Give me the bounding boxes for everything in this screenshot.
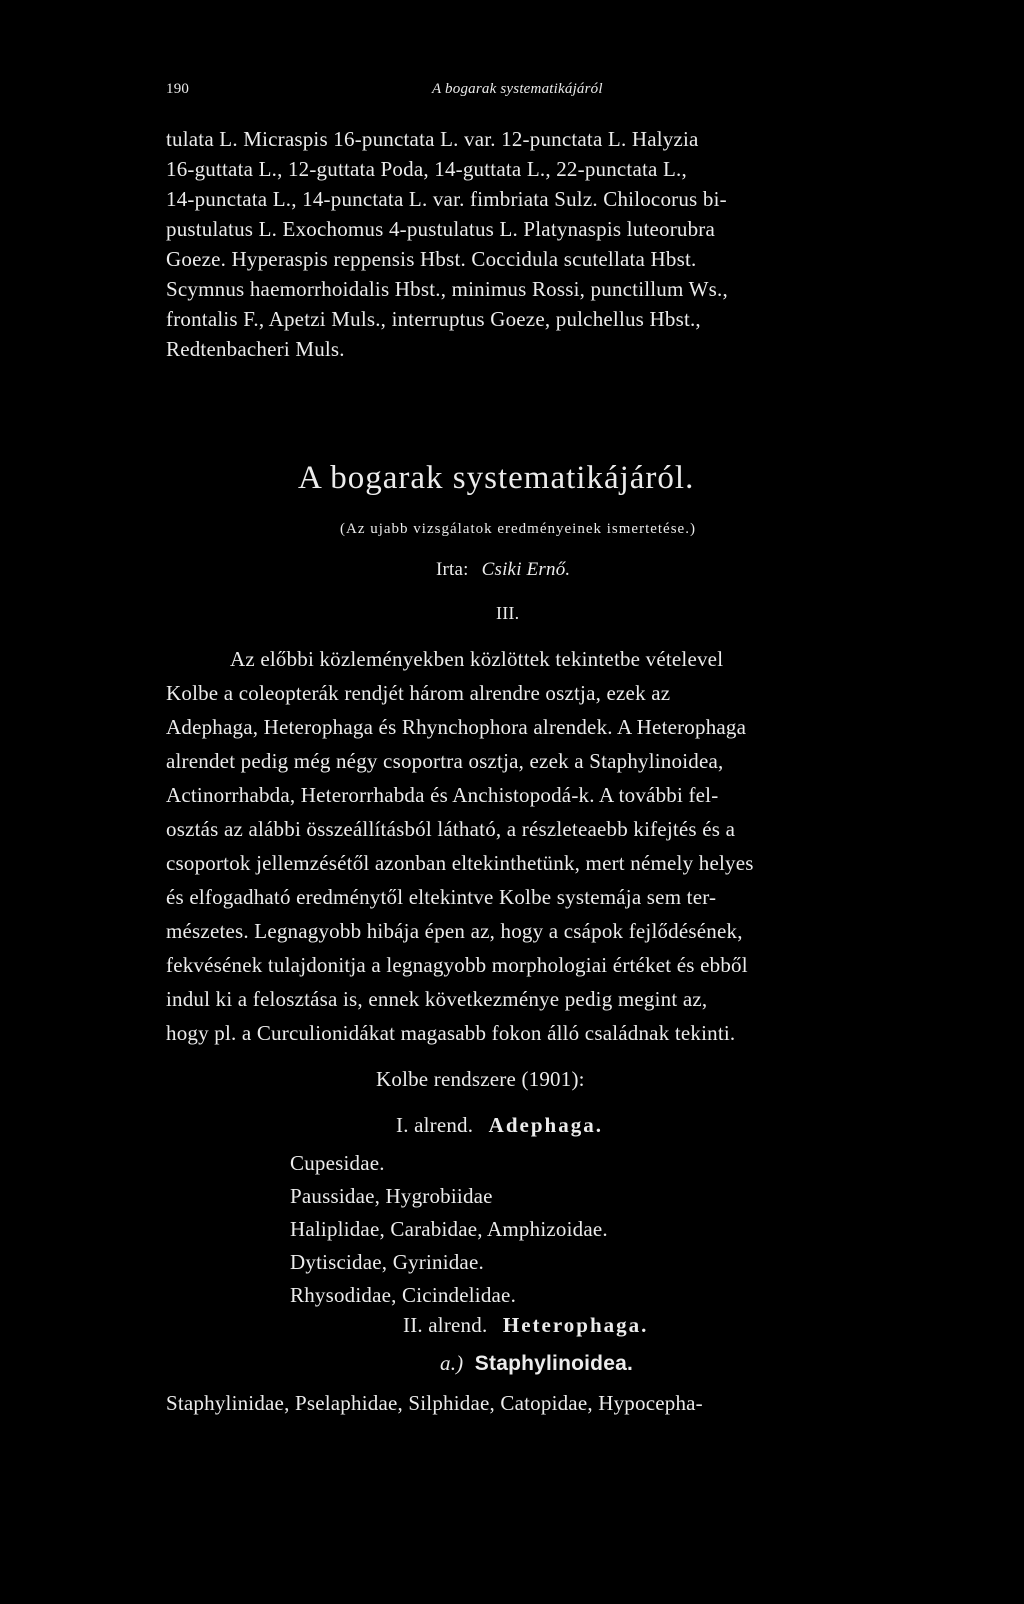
part-number: III. (496, 603, 520, 623)
group-a-families: Staphylinidae, Pselaphidae, Silphidae, Catopidae, Hypocepha- (166, 1391, 703, 1415)
system-heading: Kolbe rendszere (1901): (376, 1067, 585, 1091)
author-name: Csiki Ernő. (481, 559, 571, 580)
group-a-heading (440, 1350, 633, 1377)
text-line: tulata L. Micraspis 16-punctata L. var. 12-punctata L. Halyzia (166, 127, 699, 151)
family-line: Haliplidae, Carabidae, Amphizoidae. (290, 1217, 608, 1241)
suborder-1-heading (396, 1112, 603, 1139)
suborder-1-name: Adephaga. (488, 1113, 603, 1137)
article-byline (436, 556, 570, 583)
text-line: Redtenbacheri Muls. (166, 337, 345, 361)
paragraph-line: osztás az alábbi összeállításból látható, a részleteaebb kifejtés és a (166, 817, 736, 841)
suborder-1-label: I. alrend. (396, 1113, 474, 1137)
text-line: 16-guttata L., 12-guttata Poda, 14-guttata L., 22-punctata L., (166, 157, 687, 181)
suborder-2-label: II. alrend. (403, 1313, 488, 1337)
paragraph-line: és elfogadható eredménytől eltekintve Kolbe systemája sem ter- (166, 885, 717, 909)
paragraph-line: Kolbe a coleopterák rendjét három alrendre osztja, ezek az (166, 681, 671, 705)
paragraph-line: indul ki a felosztása is, ennek következménye pedig megint az, (166, 987, 708, 1011)
family-line: Dytiscidae, Gyrinidae. (290, 1250, 484, 1274)
paragraph-line: Adephaga, Heterophaga és Rhynchophora alrendek. A Heterophaga (166, 715, 747, 739)
paragraph-line: mészetes. Legnagyobb hibája épen az, hogy a csápok fejlődésének, (166, 919, 743, 943)
byline-prefix: Irta: (436, 559, 469, 580)
family-line: Rhysodidae, Cicindelidae. (290, 1283, 517, 1307)
paragraph-line: hogy pl. a Curculionidákat magasabb fokon álló családnak tekinti. (166, 1021, 736, 1045)
suborder-2-heading (403, 1312, 648, 1339)
text-line: 14-punctata L., 14-punctata L. var. fimbriata Sulz. Chilocorus bi- (166, 187, 727, 211)
article-subtitle: (Az ujabb vizsgálatok eredményeinek ismertetése.) (340, 521, 696, 537)
family-line: Paussidae, Hygrobiidae (290, 1184, 493, 1208)
group-a-label: a.) (440, 1351, 464, 1375)
paragraph-line: Az előbbi közleményekben közlöttek tekintetbe vételevel (230, 647, 724, 671)
text-line: pustulatus L. Exochomus 4-pustulatus L. Platynaspis luteorubra (166, 217, 716, 241)
text-line: Goeze. Hyperaspis reppensis Hbst. Coccidula scutellata Hbst. (166, 247, 697, 271)
text-line: frontalis F., Apetzi Muls., interruptus Goeze, pulchellus Hbst., (166, 307, 701, 331)
suborder-2-name: Heterophaga. (502, 1313, 649, 1337)
page-number: 190 (166, 81, 190, 97)
paragraph-line: Actinorrhabda, Heterorrhabda és Anchistopodá-k. A további fel- (166, 783, 719, 807)
group-a-name: Staphylinoidea. (474, 1352, 633, 1375)
running-head: A bogarak systematikájáról (432, 81, 603, 97)
text-line: Scymnus haemorrhoidalis Hbst., minimus Rossi, punctillum Ws., (166, 277, 728, 301)
family-line: Cupesidae. (290, 1151, 385, 1175)
paragraph-line: alrendet pedig még négy csoportra osztja, ezek a Staphylinoidea, (166, 749, 724, 773)
paragraph-line: fekvésének tulajdonitja a legnagyobb morphologiai értéket és ebből (166, 953, 748, 977)
paragraph-line: csoportok jellemzésétől azonban eltekinthetünk, mert némely helyes (166, 851, 754, 875)
article-title: A bogarak systematikájáról. (298, 460, 695, 496)
